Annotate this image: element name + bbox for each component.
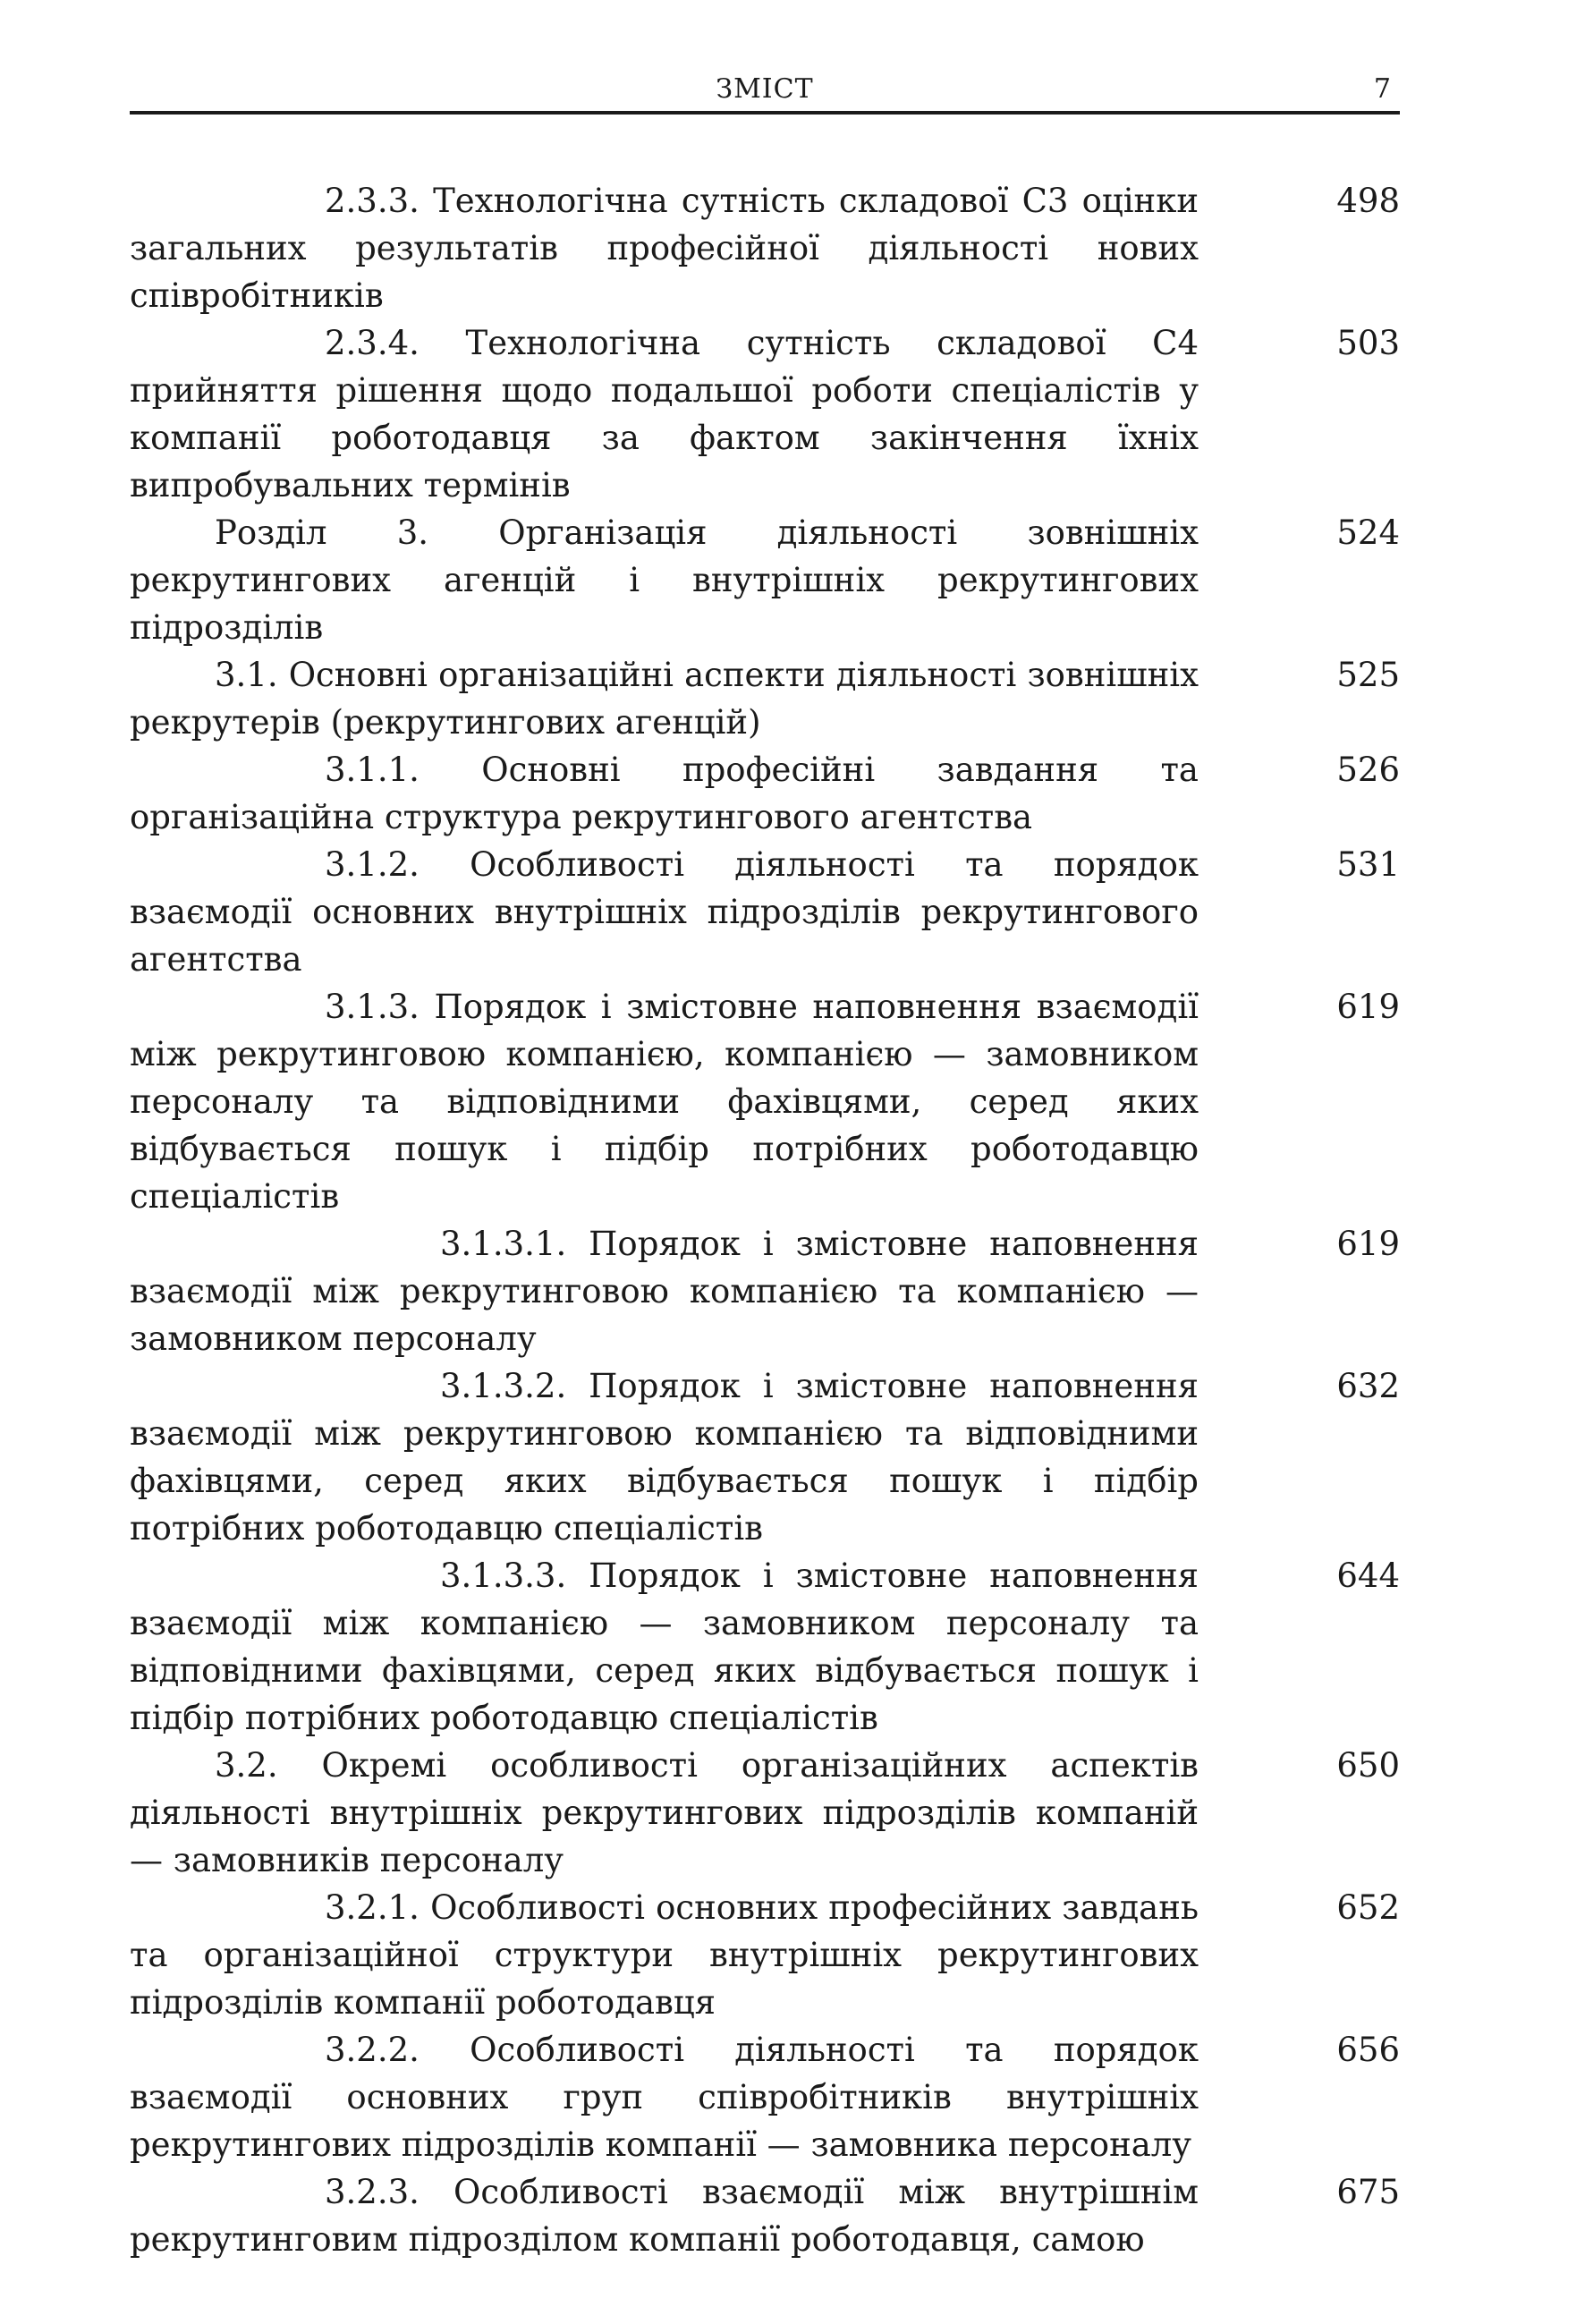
toc-entry-section-3 <box>130 509 1400 651</box>
header-rule <box>130 111 1400 115</box>
toc-entry-title: 3.2. Окремі особливості організаційних аспектів діяльності внутрішніх рекрутингових підрозділів компаній — замовників персоналу <box>130 1746 1199 1879</box>
toc-entry-title: 3.2.3. Особливості взаємодії між внутрішнім рекрутинговим підрозділом компанії роботодавця, самою <box>130 2173 1199 2259</box>
toc-entry-title: 2.3.3. Технологічна сутність складової С3 оцінки загальних результатів професійної діяльності нових співробітників <box>130 182 1199 315</box>
toc-entry-3-1-3-2 <box>130 1362 1400 1552</box>
toc-entry-3-1-1 <box>130 746 1400 841</box>
toc-entry-title: 3.1.2. Особливості діяльності та порядок взаємодії основних внутрішніх підрозділів рекрутингового агентства <box>130 845 1199 979</box>
toc-entry-page: 526 <box>1336 751 1400 789</box>
toc-entry-page: 525 <box>1336 656 1400 694</box>
toc-entry-title: 3.2.1. Особливості основних професійних завдань та організаційної структури внутрішніх рекрутингових підрозділів компанії роботодавця <box>130 1888 1199 2022</box>
toc-entry-3-2 <box>130 1742 1400 1884</box>
toc-entry-page: 656 <box>1336 2031 1400 2069</box>
toc-entry-3-1 <box>130 651 1400 746</box>
toc-entry-page: 675 <box>1336 2173 1400 2211</box>
toc-entry-title: 3.2.2. Особливості діяльності та порядок взаємодії основних груп співробітників внутрішніх рекрутингових підрозділів компанії — замовника персоналу <box>130 2031 1199 2164</box>
toc-entry-title: Розділ 3. Організація діяльності зовнішніх рекрутингових агенцій і внутрішніх рекрутингових підрозділів <box>130 513 1199 647</box>
toc-entry-page: 619 <box>1336 988 1400 1026</box>
toc-entry-2-3-3 <box>130 177 1400 319</box>
toc-entry-3-2-2 <box>130 2026 1400 2168</box>
toc-entry-page: 650 <box>1336 1746 1400 1785</box>
toc-entry-3-2-1 <box>130 1884 1400 2026</box>
toc-entry-title: 3.1.3. Порядок і змістовне наповнення взаємодії між рекрутинговою компанією, компанією — замовником персоналу та відповідними фахівцями, серед яких відбувається пошук і підбір потрібних роботодавцю спеціалістів <box>130 988 1199 1216</box>
toc-entry-title: 3.1.3.2. Порядок і змістовне наповнення взаємодії між рекрутинговою компанією та відповідними фахівцями, серед яких відбувається пошук і підбір потрібних роботодавцю спеціалістів <box>130 1367 1199 1548</box>
toc-entry-page: 531 <box>1336 845 1400 884</box>
toc-entry-page: 498 <box>1336 182 1400 220</box>
toc-entry-3-1-3-1 <box>130 1220 1400 1362</box>
toc-entry-3-1-3-3 <box>130 1552 1400 1742</box>
toc-entry-page: 524 <box>1336 513 1400 552</box>
running-head <box>130 70 1400 109</box>
toc-entry-title: 3.1.3.3. Порядок і змістовне наповнення взаємодії між компанією — замовником персоналу та відповідними фахівцями, серед яких відбувається пошук і підбір потрібних роботодавцю спеціалістів <box>130 1556 1199 1737</box>
toc-entry-title: 2.3.4. Технологічна сутність складової С4 прийняття рішення щодо подальшої роботи спеціалістів у компанії роботодавця за фактом закінчення їхніх випробувальних термінів <box>130 324 1199 505</box>
toc-entry-title: 3.1.3.1. Порядок і змістовне наповнення взаємодії між рекрутинговою компанією та компанією — замовником персоналу <box>130 1225 1199 1358</box>
toc-entry-page: 632 <box>1336 1367 1400 1405</box>
toc-entry-2-3-4 <box>130 319 1400 509</box>
toc-entry-3-1-2 <box>130 841 1400 983</box>
toc-entry-title: 3.1.1. Основні професійні завдання та організаційна структура рекрутингового агентства <box>130 751 1199 836</box>
toc-entry-page: 644 <box>1336 1556 1400 1595</box>
toc-entry-3-1-3 <box>130 983 1400 1220</box>
toc-entry-page: 619 <box>1336 1225 1400 1263</box>
toc-entry-title: 3.1. Основні організаційні аспекти діяльності зовнішніх рекрутерів (рекрутингових агенцій) <box>130 656 1199 742</box>
table-of-contents <box>130 177 1400 2263</box>
toc-entry-page: 652 <box>1336 1888 1400 1927</box>
page-number: 7 <box>1373 73 1391 105</box>
toc-entry-page: 503 <box>1336 324 1400 362</box>
toc-entry-3-2-3 <box>130 2168 1400 2263</box>
running-head-title: ЗМІСТ <box>716 73 814 105</box>
